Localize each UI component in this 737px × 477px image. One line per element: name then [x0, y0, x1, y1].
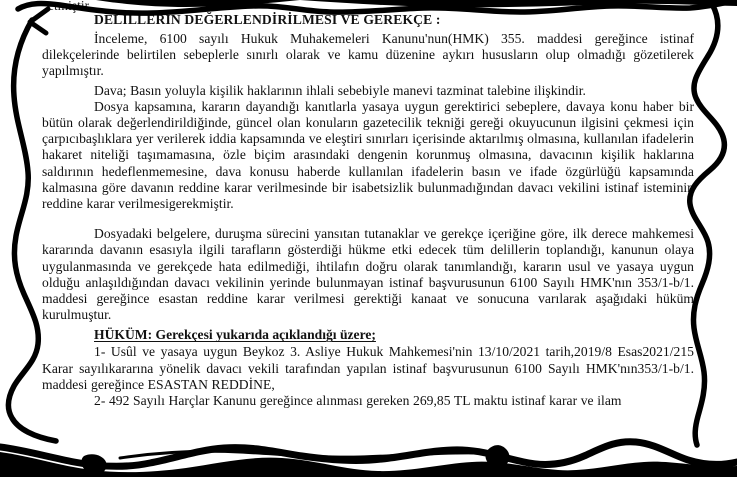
paragraph-dava: Dava; Basın yoluyla kişilik haklarının ihlali sebebiyle manevi tazminat talebine ilişkindir.	[94, 82, 586, 98]
paragraph-inceleme: İnceleme, 6100 sayılı Hukuk Muhakemeleri Kanunu'nun(HMK) 355. maddesi gereğince istinaf dilekçelerinde belirtilen sebeplerle sınırlı olarak ve kamu düzenine aykırı hususların olup olmadığı gözetilerek yapılmıştır.	[42, 31, 694, 79]
paragraph-dosya-kapsamina: Dosya kapsamına, kararın dayandığı kanıtlarla yasaya uygun gerektirici sebeplere, davaya konu haber bir bütün olarak değerlendirildiğinde, güncel olan konuların gazetecilik tekniği gereği okuyucunun ilgisini çekmesi için çarpıcıbaşlıklara yer verilerek iddia kapsamında ve eleştiri sınırları içerisinde aktarılmış olmasına, kullanılan ifadelerin hakaret niteliği taşımamasına, özle biçim arasındaki dengenin korunmuş olmasına, davacının kişilik haklarına saldırının hedeflenmemesine, dava konusu haberde kullanılan ifadelerin basın ve ifade özgürlüğü kapsamında kalmasına göre davanın reddine karar verilmesinde bir isabetsizlik bulunmadığından davacı vekilini istinaf isteminin reddine karar verilmesigerekmiştir.	[42, 98, 694, 212]
verdict-heading: HÜKÜM: Gerekçesi yukarıda açıklandığı üzere;	[94, 327, 376, 343]
verdict-heading-row	[42, 326, 694, 344]
verdict-item-1: 1- Usûl ve yasaya uygun Beykoz 3. Asliye Hukuk Mahkemesi'nin 13/10/2021 tarih,2019/8 Esas2021/215 Karar sayılıkararına yönelik davacı vekili tarafından yapılan istinaf başvurusunun 6100 Sayılı HMK'nın353/1-b/1. maddesi gereğince ESASTAN REDDİNE,	[42, 344, 694, 392]
paragraph-dosyadaki-belgelere: Dosyadaki belgelere, duruşma sürecini yansıtan tutanaklar ve gerekçe içeriğine göre, ilk derece mahkemesi kararında davanın esasıyla ilgili tarafların gösterdiği hükme etki edecek tüm delillerin toplandığı, kanunun olaya uygulanmasında ve gerekçede hata edilmediği, ihtilafın doğru olarak tanımlandığı, kararın usul ve yasaya uygun olduğu anlaşıldığından davacı vekilinin yerinde bulunmayan istinaf başvurusunun 6100 Sayılı HMK'nın 353/1-b/1. maddesi gereğince esastan reddine karar verilmesi gerektiği kanaat ve sonucuna varılarak aşağıdaki hüküm kurulmuştur.	[42, 226, 694, 323]
spacer	[42, 212, 694, 226]
verdict-item-2: 2- 492 Sayılı Harçlar Kanunu gereğince alınması gereken 269,85 TL maktu istinaf karar ve ilam	[94, 393, 622, 409]
section-heading: DELİLLERİN DEĞERLENDİRİLMESİ VE GEREKÇE :	[94, 12, 441, 27]
cut-off-top-line: etmiştir.	[48, 0, 92, 13]
